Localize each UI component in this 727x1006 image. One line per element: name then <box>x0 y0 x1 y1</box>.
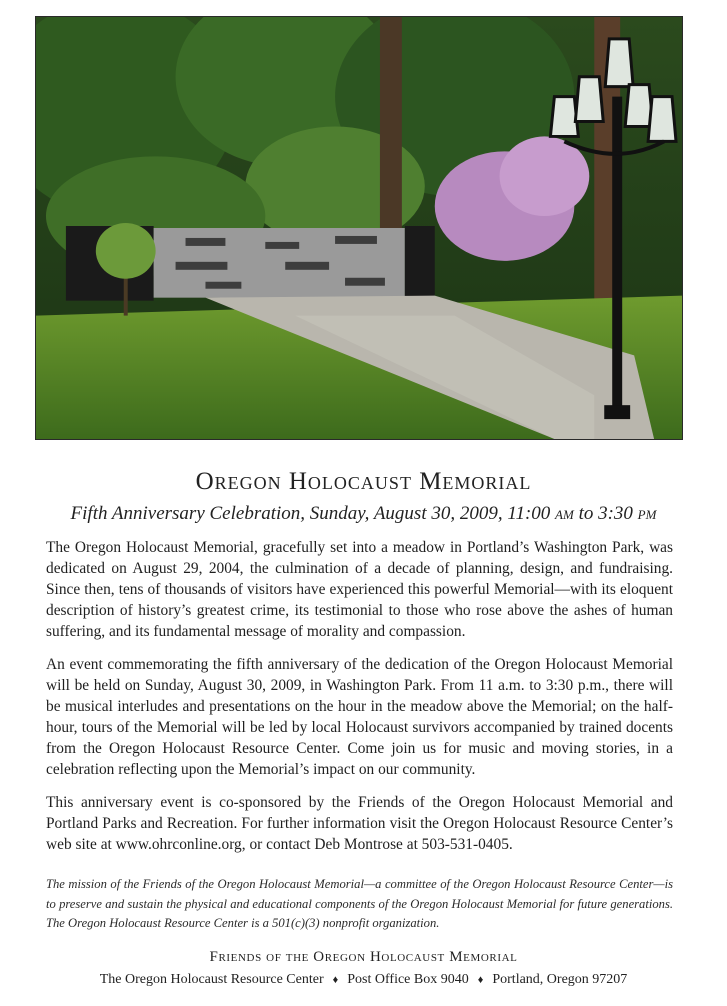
paragraph-event: An event commemorating the fifth anniversary of the dedication of the Oregon Holocaust Memorial will be held on Sunday, August 30, 2009, in Washington Park. From 11 a.m. to 3:30 p.m., there will be musical interludes and presentations on the hour in the meadow above the Memorial; on the half-hour, tours of the Memorial will be led by local Holocaust survivors accompanied by trained docents from the Oregon Holocaust Resource Center. Come join us for music and moving stories, in a celebration reflecting upon the Memorial’s impact on our community. <box>46 656 673 778</box>
address-line <box>0 972 727 988</box>
organization-name: Friends of the Oregon Holocaust Memorial <box>209 949 518 965</box>
mission-statement: The mission of the Friends of the Oregon Holocaust Memorial—a committee of the Oregon Holocaust Resource Center—is to preserve and sustain the physical and educational components of the Oregon Holocaust Memorial for future generations. The Oregon Holocaust Resource Center is a 501(c)(3) nonprofit organization. <box>46 877 673 930</box>
subtitle-main: Fifth Anniversary Celebration, Sunday, August 30, 2009, 11:00 <box>70 503 556 524</box>
memorial-photo <box>35 16 683 440</box>
diamond-separator-icon: ♦ <box>477 974 484 986</box>
memorial-photo-illustration <box>36 17 682 439</box>
diamond-separator-icon: ♦ <box>332 974 339 986</box>
subtitle-am: am <box>555 503 574 524</box>
address-center: The Oregon Holocaust Resource Center <box>99 972 324 987</box>
paragraph-history: The Oregon Holocaust Memorial, gracefully set into a meadow in Portland’s Washington Park, was dedicated on August 29, 2004, the culmination of a decade of planning, design, and fundraising. Since then, tens of thousands of visitors have experienced this powerful Memorial—with its eloquent description of history’s greatest crime, its testimonial to those who rose above the ashes of human suffering, and its fundamental message of morality and compassion. <box>46 539 673 640</box>
paragraph-sponsors: This anniversary event is co-sponsored by the Friends of the Oregon Holocaust Memorial and Portland Parks and Recreation. For further information visit the Oregon Holocaust Resource Center’s web site at www.ohrconline.org, or contact Deb Montrose at 503-531-0405. <box>46 794 673 853</box>
address-city: Portland, Oregon 97207 <box>492 972 628 987</box>
body-text <box>46 537 673 867</box>
subtitle-pm: pm <box>637 503 657 524</box>
address-po-box: Post Office Box 9040 <box>347 972 469 987</box>
subtitle-to: to 3:30 <box>573 503 638 524</box>
page-title: Oregon Holocaust Memorial <box>195 468 532 495</box>
event-subtitle <box>0 503 727 525</box>
